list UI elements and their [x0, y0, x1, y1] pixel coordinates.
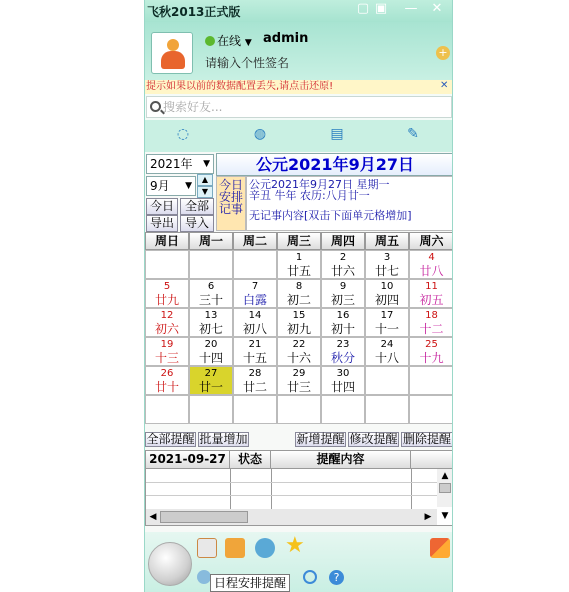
calendar-day-cell[interactable]: [189, 279, 233, 308]
month-up-button[interactable]: ▲: [197, 174, 213, 186]
user-name: admin: [263, 31, 309, 46]
calendar-day-cell[interactable]: [233, 250, 277, 279]
lunar-day: 十四: [198, 351, 223, 365]
day-number: 13: [204, 310, 218, 321]
calendar-icon[interactable]: [197, 538, 217, 558]
weekday-1: 周一: [189, 232, 233, 250]
chat-bubble-icon[interactable]: ◌: [176, 126, 190, 142]
lunar-day: 三十: [198, 293, 223, 307]
feiq-window: [144, 0, 453, 592]
all-button[interactable]: 全部: [180, 198, 214, 215]
lunar-day: 初七: [198, 322, 223, 336]
calendar-day-cell[interactable]: [409, 250, 453, 279]
lunar-day: 十二: [419, 322, 444, 336]
calendar-panel: [145, 152, 453, 532]
bottom-toolbar: [145, 532, 453, 592]
search-icon[interactable]: [303, 570, 317, 584]
calendar-day-cell[interactable]: [145, 279, 189, 308]
lunar-day: 十五: [242, 351, 267, 365]
close-notice-icon[interactable]: ✕: [440, 80, 449, 91]
day-number: 6: [207, 281, 215, 292]
day-number: 23: [336, 339, 350, 350]
paint-icon[interactable]: [255, 538, 275, 558]
lunar-day: 初九: [286, 322, 311, 336]
tooltip: 日程安排提醒: [210, 574, 290, 592]
day-number: 2: [339, 252, 347, 263]
delete-reminder-button[interactable]: 删除提醒: [402, 432, 451, 446]
scroll-up-icon[interactable]: ▲: [441, 471, 449, 481]
calendar-day-cell[interactable]: [233, 279, 277, 308]
day-number: 8: [295, 281, 303, 292]
calendar-day-cell[interactable]: [321, 250, 365, 279]
detail-line-2: 辛丑 牛年 农历:八月廿一: [249, 189, 370, 202]
lunar-day: 廿九: [154, 293, 179, 307]
online-check-icon: [205, 36, 215, 46]
menu-icon[interactable]: ▣: [374, 1, 388, 16]
calendar-day-cell[interactable]: [321, 395, 365, 424]
vertical-scrollbar[interactable]: [437, 469, 453, 507]
detail-line-1: 公元2021年9月27日 星期一: [249, 178, 390, 191]
day-number: 29: [292, 368, 306, 379]
day-number: 10: [380, 281, 394, 292]
horizontal-thumb[interactable]: [160, 511, 248, 523]
export-button[interactable]: 导出: [146, 215, 178, 232]
lunar-day: 初十: [330, 322, 355, 336]
calendar-day-cell[interactable]: [409, 308, 453, 337]
column-extra: [411, 451, 453, 469]
current-date-title: 公元2021年9月27日: [216, 153, 453, 176]
lunar-day: 廿一: [198, 380, 223, 394]
day-number: 1: [295, 252, 303, 263]
day-number: 14: [248, 310, 262, 321]
calendar-day-cell[interactable]: [277, 395, 321, 424]
calendar-day-cell[interactable]: [189, 308, 233, 337]
lunar-day: 十三: [154, 351, 179, 365]
weekday-3: 周三: [277, 232, 321, 250]
calendar-day-cell[interactable]: [145, 308, 189, 337]
calendar-day-cell[interactable]: [409, 366, 453, 395]
signature-field[interactable]: 请输入个性签名: [205, 56, 290, 70]
lunar-day: 初八: [242, 322, 267, 336]
column-content[interactable]: 提醒内容: [271, 451, 411, 469]
day-number: 4: [428, 252, 435, 263]
reminder-table[interactable]: [145, 450, 453, 526]
day-number: 11: [425, 281, 438, 292]
calendar-day-cell[interactable]: [365, 279, 409, 308]
add-icon[interactable]: +: [436, 46, 450, 60]
calendar-day-cell[interactable]: [321, 279, 365, 308]
calendar-week: [145, 337, 453, 366]
star-icon[interactable]: ★: [285, 533, 305, 558]
calendar-day-cell[interactable]: [321, 366, 365, 395]
calendar-day-cell[interactable]: [189, 366, 233, 395]
calendar-week: [145, 308, 453, 337]
shortcut-icon[interactable]: [197, 570, 211, 584]
lunar-day: 初四: [374, 293, 399, 307]
lunar-day: 初三: [330, 293, 355, 307]
day-number: 27: [204, 368, 218, 379]
year-select[interactable]: 2021年 ▼: [146, 154, 214, 174]
calendar-day-cell[interactable]: [189, 337, 233, 366]
day-number: 30: [336, 368, 350, 379]
calendar-day-cell[interactable]: [409, 395, 453, 424]
day-number: 18: [425, 310, 438, 321]
calendar-day-cell[interactable]: [409, 337, 453, 366]
day-number: 16: [336, 310, 350, 321]
calendar-day-cell[interactable]: [145, 337, 189, 366]
calendar-week: [145, 279, 453, 308]
calendar-week: [145, 250, 453, 279]
weekday-2: 周二: [233, 232, 277, 250]
calendar-week: [145, 395, 453, 424]
day-number: 20: [204, 339, 218, 350]
calendar-day-cell[interactable]: [277, 279, 321, 308]
lunar-day: 廿二: [242, 380, 267, 394]
day-number: 22: [292, 339, 306, 350]
calendar-day-cell[interactable]: [233, 395, 277, 424]
lunar-day: 廿七: [374, 264, 399, 278]
help-icon[interactable]: ?: [329, 570, 344, 585]
scroll-left-icon[interactable]: ◀: [149, 512, 157, 522]
title-bar: [145, 0, 453, 22]
weekday-5: 周五: [365, 232, 409, 250]
all-reminders-button[interactable]: 全部提醒: [146, 432, 195, 446]
calendar-day-cell[interactable]: [365, 308, 409, 337]
weekday-6: 周六: [409, 232, 453, 250]
lunar-day: 初五: [419, 293, 444, 307]
minimize-button[interactable]: —: [404, 1, 418, 16]
edit-icon[interactable]: ✎: [407, 126, 419, 142]
lunar-day: 十九: [419, 351, 444, 365]
lunar-day: 十八: [374, 351, 399, 365]
today-button[interactable]: 今日: [146, 198, 178, 215]
apps-icon[interactable]: [430, 538, 450, 558]
lunar-day: 廿三: [286, 380, 311, 394]
calendar-day-cell[interactable]: [277, 366, 321, 395]
calendar-day-cell[interactable]: [233, 308, 277, 337]
column-date[interactable]: 2021-09-27: [146, 451, 230, 469]
scroll-down-icon[interactable]: ▼: [441, 511, 449, 521]
month-down-button[interactable]: ▼: [197, 186, 213, 198]
column-status[interactable]: 状态: [230, 451, 271, 469]
lunar-day: 廿十: [154, 380, 179, 394]
calendar-day-cell[interactable]: [233, 366, 277, 395]
lunar-day: 十六: [286, 351, 311, 365]
day-detail[interactable]: [246, 176, 453, 231]
lunar-day: 廿八: [419, 264, 444, 278]
files-icon[interactable]: ▤: [330, 126, 344, 142]
calendar-day-cell[interactable]: [321, 308, 365, 337]
calendar-week: [145, 366, 453, 395]
calendar-day-cell[interactable]: [145, 250, 189, 279]
calendar-day-cell[interactable]: [277, 250, 321, 279]
import-button[interactable]: 导入: [180, 215, 214, 232]
user-header: [145, 22, 453, 80]
search-input[interactable]: [163, 99, 443, 115]
calendar-day-cell[interactable]: [365, 366, 409, 395]
day-number: 17: [380, 310, 394, 321]
lunar-day: 初六: [154, 322, 179, 336]
schedule-label: 今日安排记事: [216, 176, 246, 231]
avatar[interactable]: [151, 32, 193, 74]
day-number: 24: [380, 339, 394, 350]
window-title: 飞秋2013正式版: [147, 5, 241, 19]
calendar-day-cell[interactable]: [409, 279, 453, 308]
restore-notice[interactable]: 提示如果以前的数据配置丢失,请点击还原!: [145, 80, 453, 94]
group-chat-icon[interactable]: ◍: [253, 126, 267, 142]
lunar-day: 秋分: [330, 351, 355, 365]
calendar-day-cell[interactable]: [365, 337, 409, 366]
day-number: 7: [251, 281, 259, 292]
weekday-4: 周四: [321, 232, 365, 250]
day-number: 12: [160, 310, 174, 321]
batch-add-button[interactable]: 批量增加: [199, 432, 248, 446]
lunar-day: 十一: [374, 322, 399, 336]
main-tabs: [145, 120, 453, 152]
calendar-day-cell[interactable]: [189, 395, 233, 424]
status-dropdown[interactable]: 在线 ▼: [205, 32, 252, 49]
calendar-day-cell[interactable]: [321, 337, 365, 366]
skin-icon[interactable]: ▢: [356, 1, 370, 16]
main-menu-orb[interactable]: [148, 542, 192, 586]
lunar-day: 初二: [286, 293, 311, 307]
calendar-day-cell[interactable]: [277, 308, 321, 337]
day-number: 9: [339, 281, 347, 292]
scroll-right-icon[interactable]: ▶: [424, 512, 432, 522]
calendar-day-cell[interactable]: [365, 395, 409, 424]
lunar-day: 廿四: [330, 380, 355, 394]
calendar-day-cell[interactable]: [365, 250, 409, 279]
calendar-day-cell[interactable]: [145, 395, 189, 424]
reminder-actions: [145, 432, 453, 448]
day-number: 15: [292, 310, 306, 321]
day-number: 5: [163, 281, 171, 292]
search-box[interactable]: [146, 96, 452, 118]
day-number: 26: [160, 368, 174, 379]
lunar-day: 廿五: [286, 264, 311, 278]
detail-line-3: 无记事内容[双击下面单元格增加]: [249, 209, 412, 222]
search-icon: [150, 101, 161, 112]
day-number: 3: [383, 252, 391, 263]
calendar-day-cell[interactable]: [233, 337, 277, 366]
weekday-0: 周日: [145, 232, 189, 250]
calendar-day-cell[interactable]: [189, 250, 233, 279]
new-reminder-button[interactable]: 新增提醒: [296, 432, 345, 446]
day-number: 28: [248, 368, 262, 379]
close-button[interactable]: ✕: [431, 1, 443, 16]
calendar-day-cell[interactable]: [145, 366, 189, 395]
month-select[interactable]: 9月 ▼: [146, 176, 196, 196]
horizontal-scrollbar[interactable]: [146, 509, 437, 525]
lunar-day: 廿六: [330, 264, 355, 278]
weekday-header: [145, 232, 453, 250]
day-number: 21: [248, 339, 262, 350]
calendar-grid: [145, 232, 453, 424]
day-number: 25: [425, 339, 438, 350]
edit-reminder-button[interactable]: 修改提醒: [349, 432, 398, 446]
folder-icon[interactable]: [225, 538, 245, 558]
calendar-day-cell[interactable]: [277, 337, 321, 366]
lunar-day: 白露: [242, 293, 267, 307]
day-number: 19: [160, 339, 174, 350]
